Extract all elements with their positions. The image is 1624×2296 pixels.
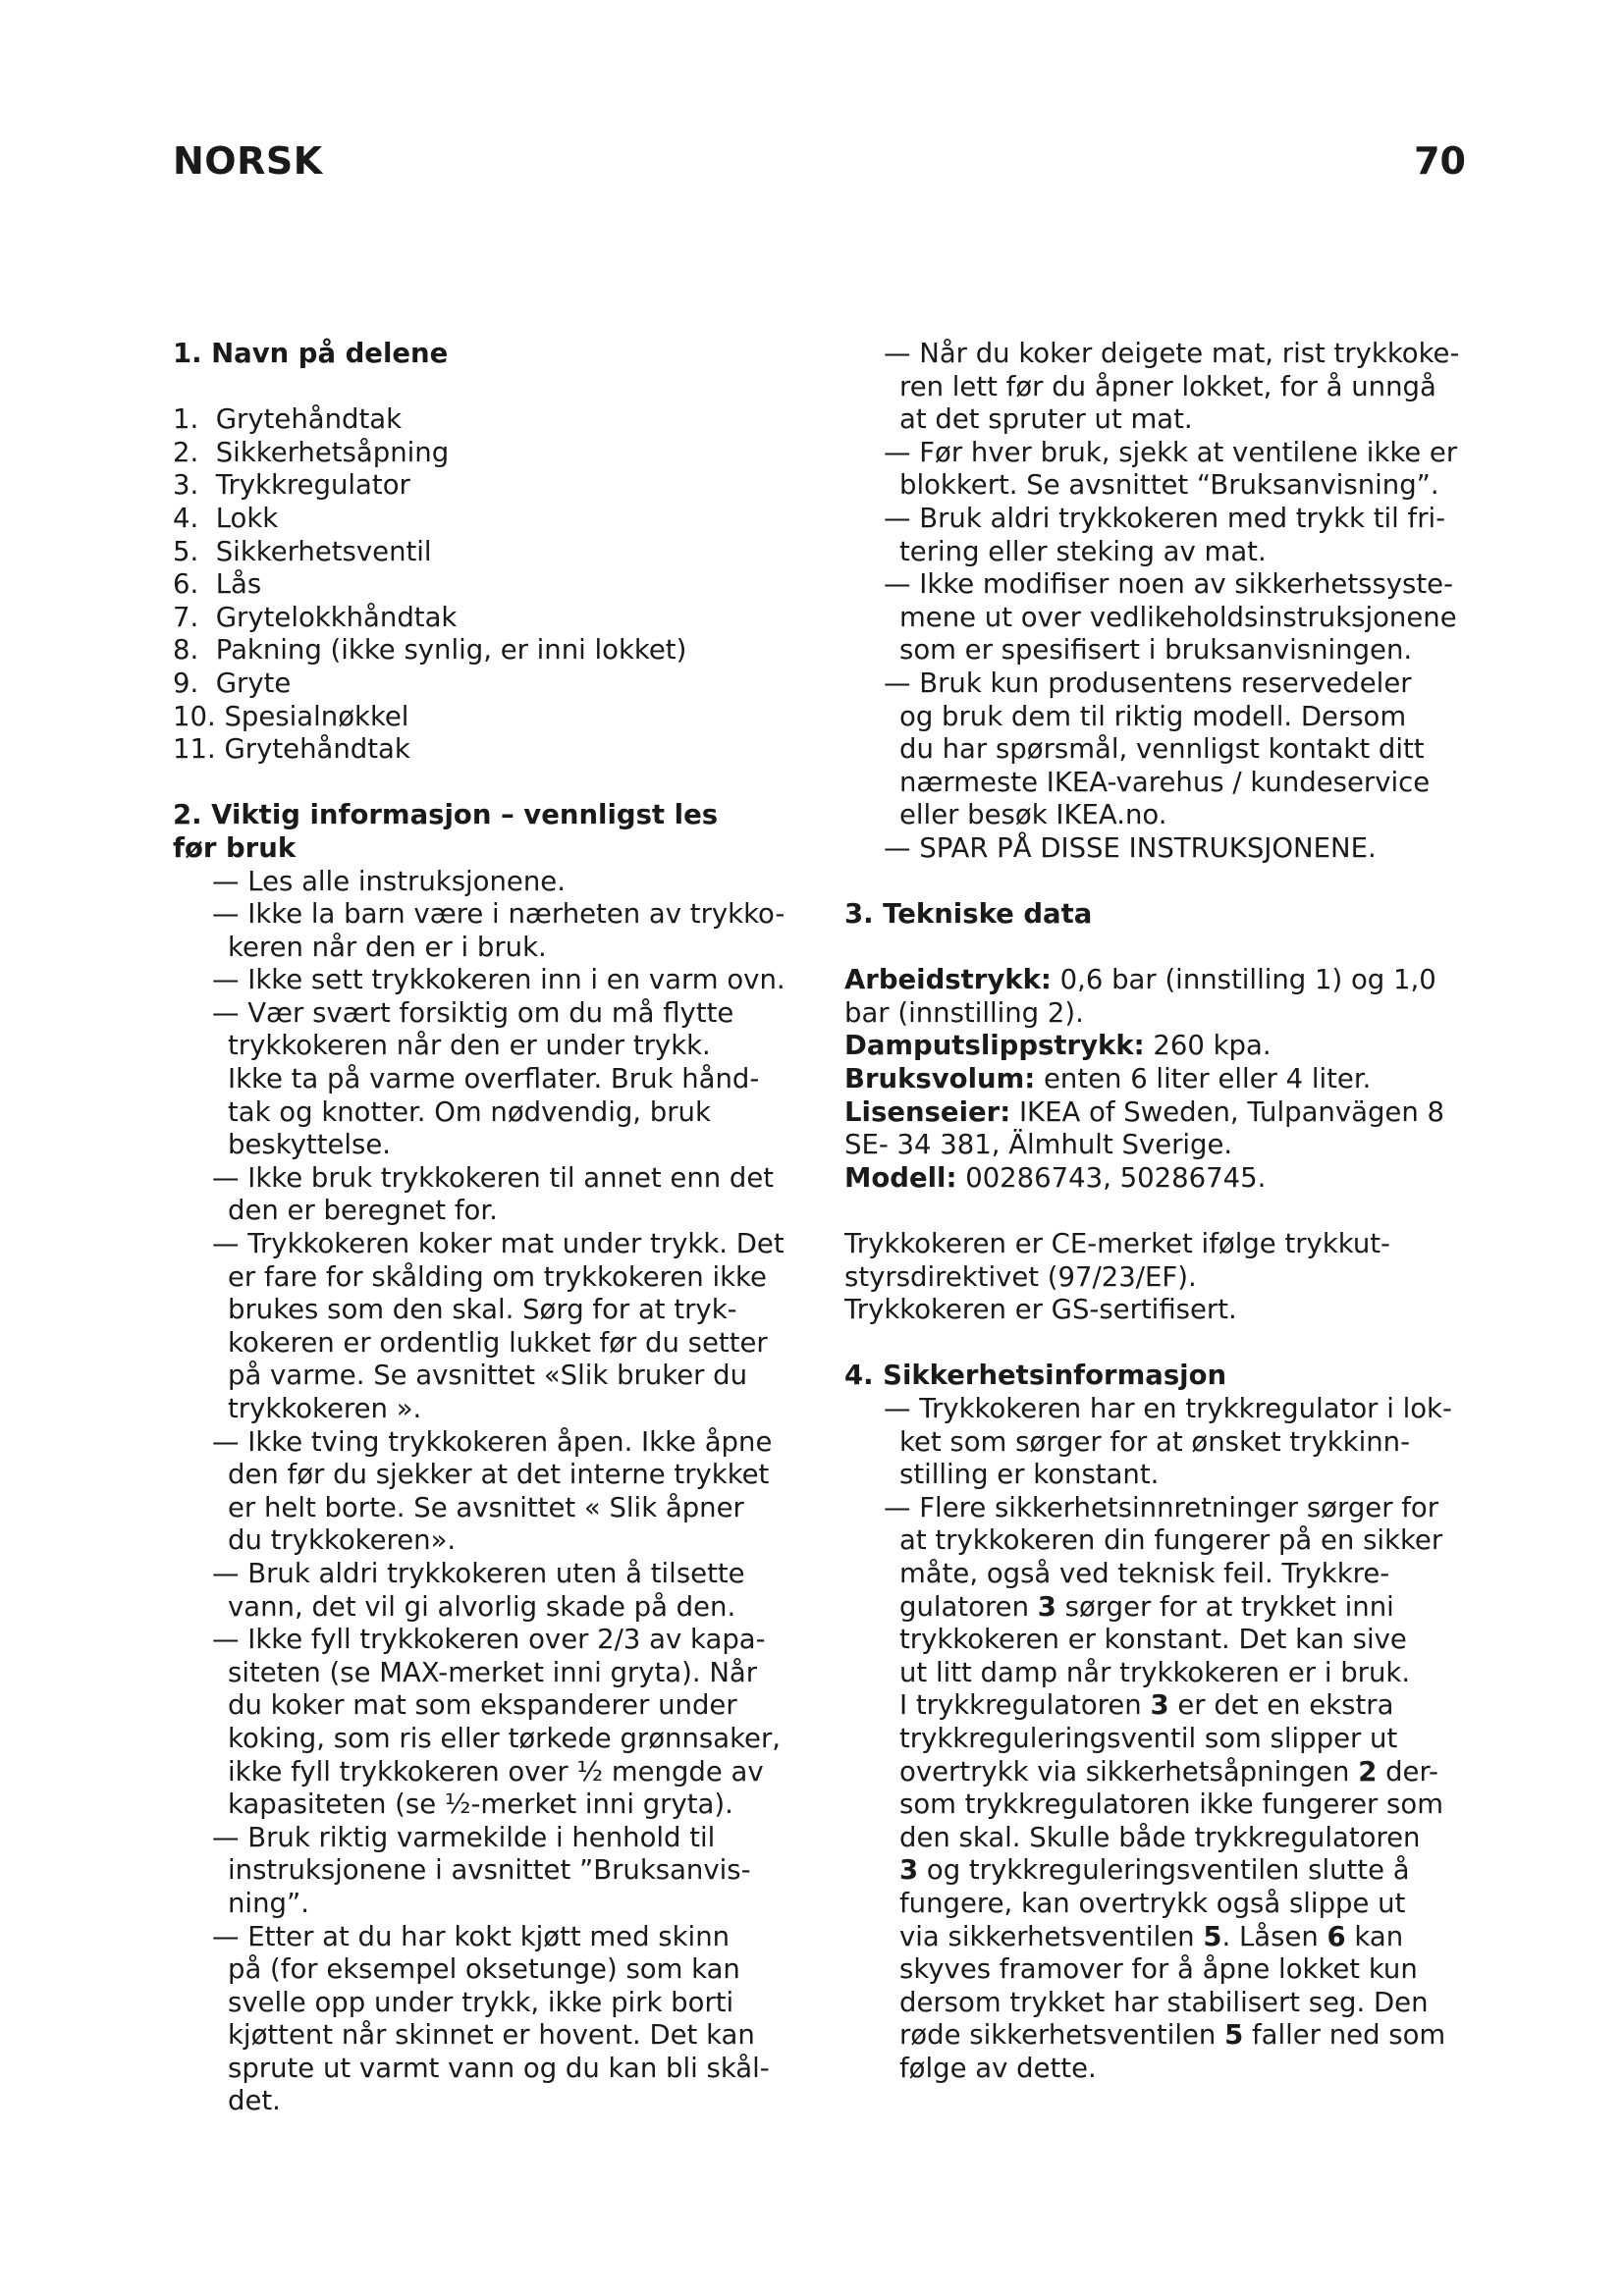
text-line: 3 og trykkreguleringsventilen slutte å [899,1854,1410,1887]
part-item: 7. Grytelokkhåndtak [173,601,458,633]
text-line: på varme. Se avsnittet «Slik bruker du [228,1360,748,1392]
part-item: 9. Gryte [173,667,292,699]
part-item: 2. Sikkerhetsåpning [173,436,450,468]
text-line: — Trykkokeren har en trykkregulator i lok- [884,1393,1452,1424]
text-line: sprute ut varmt vann og du kan bli skål- [228,2052,770,2084]
ce-line-2: styrsdirektivet (97/23/EF). [844,1260,1197,1293]
text-line: blokkert. Se avsnittet “Bruksanvisning”. [899,469,1439,502]
part-item: 8. Pakning (ikke synlig, er inni lokket) [173,634,687,667]
section-3-title: 3. Tekniske data [844,898,1093,931]
text-line: — Når du koker deigete mat, rist trykkoke- [884,338,1460,369]
tech-licensee-address: SE- 34 381, Älmhult Sverige. [844,1129,1233,1161]
text-line: — Ikke fyll trykkokeren over 2/3 av kapa- [212,1624,766,1656]
section-1-title: 1. Navn på delene [173,338,449,369]
text-line: tak og knotter. Om nødvendig, bruk [228,1095,711,1128]
text-line: kapasiteten (se ½-merket inni gryta). [228,1789,733,1821]
section-2-title-cont: før bruk [173,831,297,864]
text-line: den er beregnet for. [228,1195,498,1227]
text-line: — Ikke bruk trykkokeren til annet enn det [212,1161,775,1194]
tech-steam-release: Damputslippstrykk: 260 kpa. [844,1030,1272,1062]
ce-line-1: Trykkokeren er CE-merket ifølge trykkut- [844,1228,1390,1260]
text-line: — Flere sikkerhetsinnretninger sørger for [884,1491,1439,1523]
text-line: ket som sørger for at ønsket trykkinn- [899,1425,1411,1458]
text-line: trykkreguleringsventil som slipper ut [899,1722,1398,1754]
text-line: kokeren er ordentlig lukket før du setter [228,1326,768,1359]
text-line: at det spruter ut mat. [899,403,1193,436]
text-line: overtrykk via sikkerhetsåpningen 2 der- [899,1755,1438,1788]
text-line: — Bruk kun produsentens reservedeler [884,667,1412,699]
text-line: ut litt damp når trykkokeren er i bruk. [899,1656,1411,1688]
text-line: trykkokeren er konstant. Det kan sive [899,1624,1407,1656]
part-item: 6. Lås [173,568,262,601]
text-line: — Les alle instruksjonene. [212,865,566,897]
text-line: — Etter at du har kokt kjøtt med skinn [212,1920,731,1952]
text-line: ikke fyll trykkokeren over ½ mengde av [228,1755,764,1788]
text-line: koking, som ris eller tørkede grønnsaker, [228,1722,781,1754]
text-line: instruksjonene i avsnittet ”Bruksanvis- [228,1854,751,1887]
text-line: følge av dette. [899,2052,1097,2084]
text-line: beskyttelse. [228,1129,392,1161]
ce-line-3: Trykkokeren er GS-sertifisert. [844,1294,1237,1326]
page-number: 70 [1414,139,1466,183]
part-item: 5. Sikkerhetsventil [173,535,432,567]
text-line: og bruk dem til riktig modell. Dersom [899,700,1407,732]
safety-list [173,866,821,2119]
text-line: måte, også ved teknisk feil. Trykkre- [899,1557,1390,1589]
part-item: 3. Trykkregulator [173,469,410,502]
text-line: tering eller steking av mat. [899,535,1267,567]
tech-licensee: Lisenseier: IKEA of Sweden, Tulpanvägen 8 [844,1095,1445,1128]
text-line: at trykkokeren din fungerer på en sikker [899,1524,1443,1557]
tech-working-pressure: Arbeidstrykk: 0,6 bar (innstilling 1) og 1,0 [844,964,1436,996]
text-line: brukes som den skal. Sørg for at tryk- [228,1294,737,1326]
text-line: den før du sjekker at det interne trykket [228,1459,770,1491]
text-line: svelle opp under trykk, ikke pirk borti [228,1986,734,2018]
text-line: via sikkerhetsventilen 5. Låsen 6 kan [899,1920,1404,1952]
text-line: som trykkregulatoren ikke fungerer som [899,1789,1443,1821]
section-4-title: 4. Sikkerhetsinformasjon [844,1360,1227,1392]
text-line: Ikke ta på varme overflater. Bruk hånd- [228,1063,760,1095]
text-line: I trykkregulatoren 3 er det en ekstra [899,1689,1394,1722]
text-line: stilling er konstant. [899,1459,1160,1491]
safety-list-cont [844,338,1492,866]
language-heading: NORSK [173,139,323,183]
text-line: eller besøk IKEA.no. [899,799,1167,831]
tech-model: Modell: 00286743, 50286745. [844,1161,1267,1194]
part-item: 11. Grytehåndtak [173,733,410,766]
tech-working-pressure-cont: bar (innstilling 2). [844,996,1084,1029]
text-line: — Ikke la barn være i nærheten av trykko- [212,898,785,931]
text-line: er fare for skålding om trykkokeren ikke [228,1260,767,1293]
text-line: trykkokeren når den er under trykk. [228,1030,711,1062]
text-line: — Bruk aldri trykkokeren med trykk til fri- [884,502,1446,534]
text-line: du koker mat som ekspanderer under [228,1689,737,1722]
left-column [173,338,821,2118]
text-line: — Ikke modifiser noen av sikkerhetssyste- [884,568,1454,601]
text-line: skyves framover for å åpne lokket kun [899,1953,1418,1986]
text-line: keren når den er i bruk. [228,931,547,963]
text-line: — Ikke sett trykkokeren inn i en varm ovn. [212,964,785,996]
text-line: kjøttent når skinnet er hovent. Det kan [228,2019,755,2052]
text-line: — Bruk riktig varmekilde i henhold til [212,1821,716,1853]
text-line: som er spesifisert i bruksanvisningen. [899,634,1413,667]
text-line: ning”. [228,1887,309,1919]
text-line: du har spørsmål, vennligst kontakt ditt [899,733,1425,766]
section-2-title: 2. Viktig informasjon – vennligst les [173,799,719,831]
part-item: 4. Lokk [173,502,279,534]
text-line: — Bruk aldri trykkokeren uten å tilsette [212,1557,745,1589]
text-line: — SPAR PÅ DISSE INSTRUKSJONENE. [884,831,1377,864]
text-line: er helt borte. Se avsnittet « Slik åpner [228,1491,744,1523]
text-line: dersom trykket har stabilisert seg. Den [899,1986,1429,2018]
text-line: røde sikkerhetsventilen 5 faller ned som [899,2019,1446,2052]
text-line: nærmeste IKEA-varehus / kundeservice [899,766,1431,798]
safety-info [844,1393,1492,2085]
text-line: den skal. Skulle både trykkregulatoren [899,1821,1421,1853]
text-line: ren lett før du åpner lokket, for å unngå [899,370,1436,402]
text-line: trykkokeren ». [228,1393,422,1424]
parts-list [173,403,821,767]
right-column [844,338,1492,2085]
text-line: — Før hver bruk, sjekk at ventilene ikke er [884,436,1458,468]
text-line: siteten (se MAX-merket inni gryta). Når [228,1656,758,1688]
part-item: 10. Spesialnøkkel [173,700,409,732]
text-line: — Trykkokeren koker mat under trykk. Det [212,1228,785,1260]
text-line: på (for eksempel oksetunge) som kan [228,1953,740,1986]
tech-volume: Bruksvolum: enten 6 liter eller 4 liter. [844,1063,1372,1095]
text-line: mene ut over vedlikeholdsinstruksjonene [899,601,1457,633]
text-line: — Ikke tving trykkokeren åpen. Ikke åpne [212,1425,773,1458]
part-item: 1. Grytehåndtak [173,403,403,436]
text-line: — Vær svært forsiktig om du må flytte [212,996,734,1029]
text-line: det. [228,2085,281,2117]
text-line: fungere, kan overtrykk også slippe ut [899,1887,1406,1919]
text-line: vann, det vil gi alvorlig skade på den. [228,1590,736,1623]
text-line: du trykkokeren». [228,1524,457,1557]
text-line: gulatoren 3 sørger for at trykket inni [899,1590,1394,1623]
